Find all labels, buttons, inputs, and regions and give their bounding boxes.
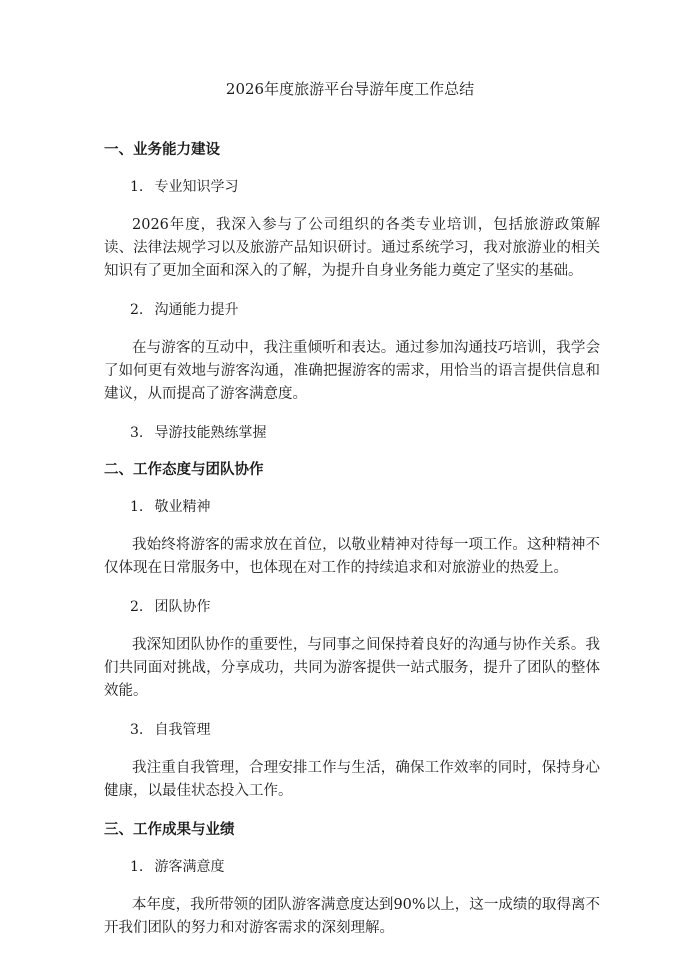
subsection-heading [130, 857, 600, 877]
section-heading: 一、业务能力建设 [104, 142, 220, 158]
paragraph: 我深知团队协作的重要性，与同事之间保持着良好的沟通与协作关系。我们共同面对挑战，分享成功，共同为游客提供一站式服务，提升了团队的整体效能。 [104, 637, 600, 699]
subsection-number: 3. [130, 425, 144, 441]
paragraph: 我注重自我管理，合理安排工作与生活，确保工作效率的同时，保持身心健康，以最佳状态投入工作。 [104, 760, 600, 799]
subsection-title: 团队协作 [154, 599, 211, 615]
subsection-number: 2. [130, 599, 144, 615]
subsection-number: 1. [130, 499, 144, 515]
section-heading: 二、工作态度与团队协作 [104, 462, 264, 478]
subsection-title: 导游技能熟练掌握 [154, 425, 267, 441]
section-attitude-teamwork [104, 460, 600, 803]
section-results-performance [104, 820, 600, 940]
subsection-heading [130, 300, 600, 320]
document-body [104, 140, 600, 957]
subsection-heading [130, 720, 600, 740]
subsection-heading [130, 177, 600, 197]
subsection-heading [130, 497, 600, 517]
subsection-title: 游客满意度 [154, 859, 225, 875]
section-heading: 三、工作成果与业绩 [104, 822, 235, 838]
paragraph: 在与游客的互动中，我注重倾听和表达。通过参加沟通技巧培训，我学会了如何更有效地与游客沟通，准确把握游客的需求，用恰当的语言提供信息和建议，从而提高了游客满意度。 [104, 340, 600, 402]
subsection-number: 2. [130, 302, 144, 318]
subsection-heading [130, 423, 600, 443]
subsection-title: 自我管理 [154, 722, 211, 738]
paragraph: 我始终将游客的需求放在首位，以敬业精神对待每一项工作。这种精神不仅体现在日常服务中，也体现在对工作的持续追求和对旅游业的热爱上。 [104, 537, 600, 576]
subsection-number: 1. [130, 859, 144, 875]
subsection-title: 专业知识学习 [154, 179, 239, 195]
subsection-heading [130, 597, 600, 617]
paragraph: 本年度，我所带领的团队游客满意度达到90%以上，这一成绩的取得离不开我们团队的努力和对游客需求的深刻理解。 [104, 897, 600, 936]
subsection-number: 1. [130, 179, 144, 195]
document-title: 2026年度旅游平台导游年度工作总结 [225, 80, 475, 98]
subsection-title: 敬业精神 [154, 499, 211, 515]
subsection-number: 3. [130, 722, 144, 738]
section-business-capability [104, 140, 600, 443]
paragraph: 2026年度，我深入参与了公司组织的各类专业培训，包括旅游政策解读、法律法规学习以及旅游产品知识研讨。通过系统学习，我对旅游业的相关知识有了更加全面和深入的了解，为提升自身业务能力奠定了坚实的基础。 [104, 217, 600, 279]
subsection-title: 沟通能力提升 [154, 302, 239, 318]
